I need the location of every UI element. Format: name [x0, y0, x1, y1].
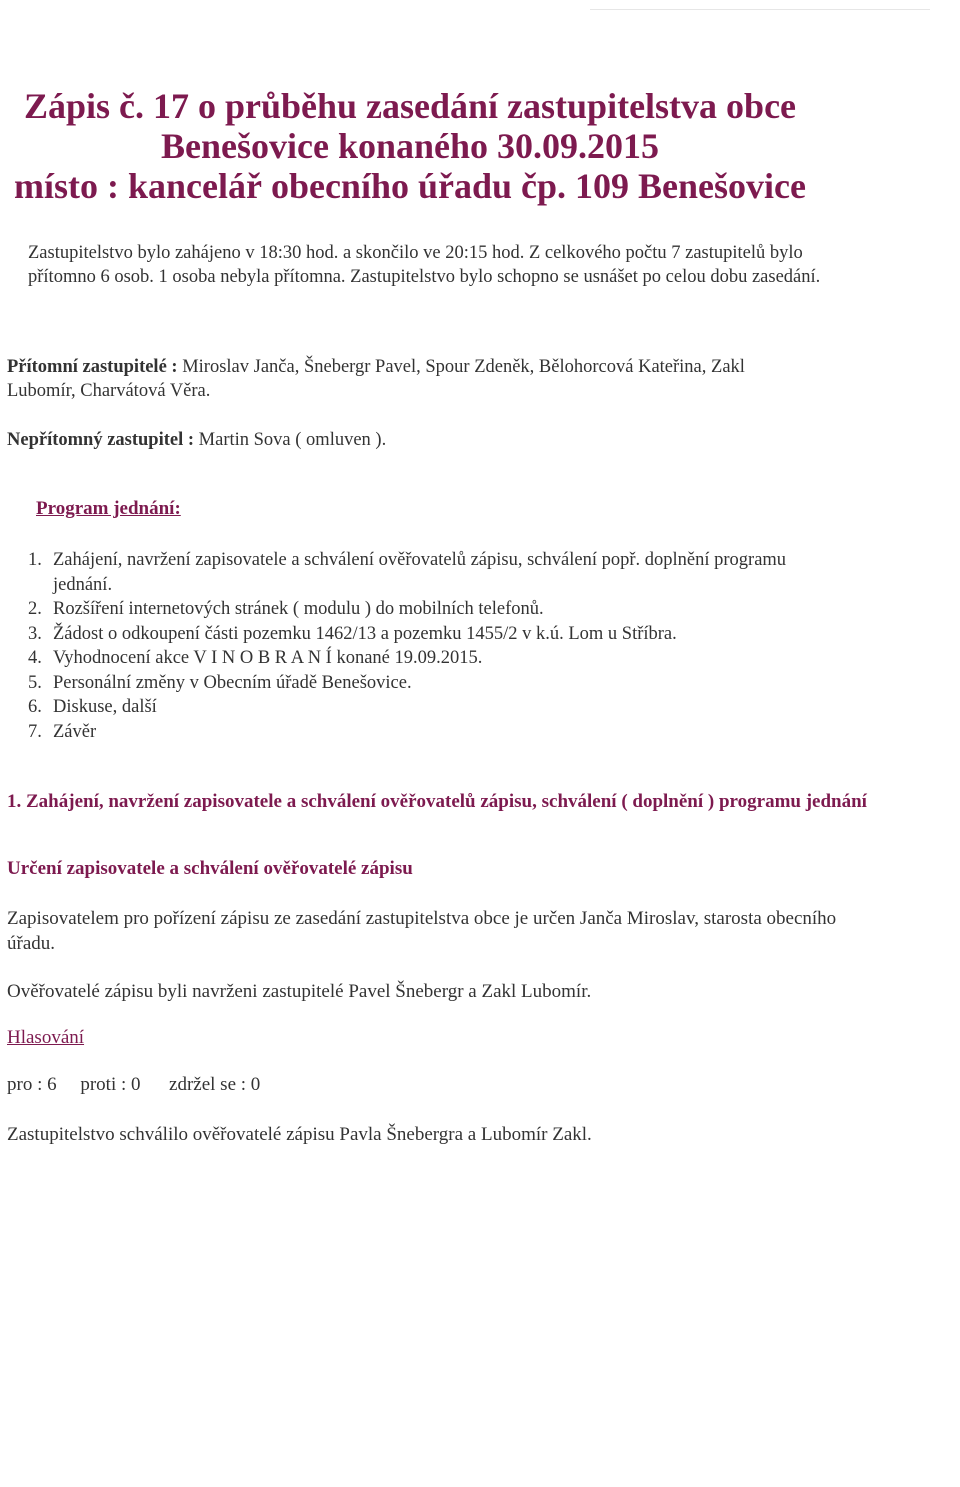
- recorder-paragraph: Zapisovatelem pro pořízení zápisu ze zasedání zastupitelstva obce je určen Janča Miroslav, starosta obecního úřadu.: [7, 908, 837, 954]
- agenda-item-number: 7.: [28, 721, 42, 742]
- agenda-item: [28, 646, 848, 671]
- agenda-item-number: 2.: [28, 599, 42, 619]
- agenda-list: [28, 548, 848, 744]
- section-1-heading: 1. Zahájení, navržení zapisovatele a schválení ověřovatelů zápisu, schválení ( doplnění ) programu jednání: [7, 791, 867, 812]
- agenda-item-text: Závěr: [53, 721, 97, 742]
- vote-heading: Hlasování: [7, 1027, 85, 1048]
- section-1-subheading: Určení zapisovatele a schválení ověřovatelé zápisu: [7, 858, 413, 879]
- agenda-item-number: 3.: [28, 623, 42, 644]
- agenda-item-number: 6.: [28, 697, 42, 717]
- present-names: Miroslav Janča, Šnebergr Pavel, Spour Zdeněk, Bělohorcová Kateřina, Zakl Lubomír, Charvátová Věra.: [7, 357, 745, 401]
- agenda-item-text: Diskuse, další: [53, 697, 157, 717]
- approval-paragraph: Zastupitelstvo schválilo ověřovatelé zápisu Pavla Šnebergra a Lubomír Zakl.: [7, 1124, 592, 1145]
- document-title-line-2: Benešovice konaného 30.09.2015: [160, 126, 660, 166]
- agenda-item: [28, 548, 848, 597]
- intro-paragraph: Zastupitelstvo bylo zahájeno v 18:30 hod. a skončilo ve 20:15 hod. Z celkového počtu 7 zastupitelů bylo přítomno 6 osob. 1 osoba nebyla přítomna. Zastupitelstvo bylo schopno se usnášet po celou dobu zasedání.: [28, 243, 821, 287]
- absent-members: [7, 428, 907, 452]
- agenda-item: [28, 671, 848, 696]
- agenda-item-text: Žádost o odkoupení části pozemku 1462/13 a pozemku 1455/2 v k.ú. Lom u Stříbra.: [53, 623, 677, 644]
- agenda-item-number: 1.: [28, 550, 42, 570]
- agenda-item-number: 4.: [28, 648, 42, 668]
- absent-label: Nepřítomný zastupitel :: [7, 430, 195, 450]
- document-title-line-1: Zápis č. 17 o průběhu zasedání zastupitelstva obce: [23, 86, 797, 126]
- agenda-item-text: Rozšíření internetových stránek ( modulu ) do mobilních telefonů.: [53, 599, 544, 619]
- agenda-item: [28, 695, 848, 720]
- verifiers-paragraph: Ověřovatelé zápisu byli navrženi zastupitelé Pavel Šnebergr a Zakl Lubomír.: [7, 981, 592, 1002]
- document-title-line-3: místo : kancelář obecního úřadu čp. 109 Benešovice: [14, 166, 806, 206]
- vote-result: pro : 6 proti : 0 zdržel se : 0: [7, 1074, 261, 1095]
- agenda-item: [28, 622, 848, 647]
- scan-edge-line: [590, 9, 930, 10]
- present-label: Přítomní zastupitelé :: [7, 357, 178, 377]
- agenda-item-text: Personální změny v Obecním úřadě Benešovice.: [53, 672, 412, 693]
- agenda-item-text: Zahájení, navržení zapisovatele a schválení ověřovatelů zápisu, schválení popř. doplnění programu jednání.: [53, 550, 787, 595]
- agenda-item: [28, 720, 848, 745]
- absent-names: Martin Sova ( omluven ).: [198, 430, 387, 450]
- program-heading: Program jednání:: [36, 498, 181, 519]
- agenda-item: [28, 597, 848, 622]
- present-members: [7, 355, 767, 403]
- agenda-item-text: Vyhodnocení akce V I N O B R A N Í konané 19.09.2015.: [53, 648, 483, 668]
- agenda-item-number: 5.: [28, 672, 42, 693]
